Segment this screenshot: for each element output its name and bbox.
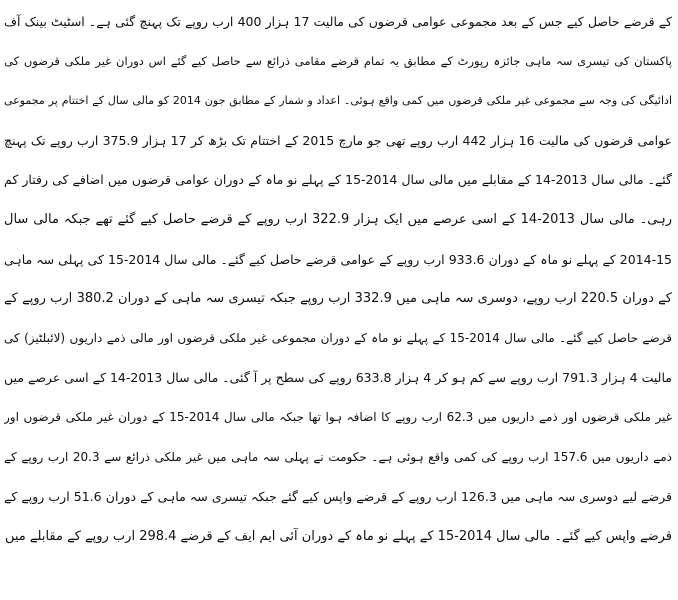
- article-line: کے قرضے حاصل کیے جس کے بعد مجموعی عوامی قرضوں کی مالیت 17 ہزار 400 ارب روپے تک پہنچ گئی ہے۔ اسٹیٹ بینک آف: [4, 14, 672, 29]
- article-line: 2014-15 کے پہلے نو ماہ کے دوران 933.6 ارب روپے کے عوامی قرضے حاصل کیے گئے۔ مالی سال 2014-15 کی پہلی سہ ماہی: [4, 251, 672, 267]
- article-line: ذمے داریوں میں 157.6 ارب روپے کی کمی واقع ہوئی ہے۔ حکومت نے پہلی سہ ماہی میں غیر ملکی ذرائع سے 20.3 ارب روپے کے: [4, 449, 672, 464]
- article-line: قرضے واپس کیے گئے۔ مالی سال 2014-15 کے پہلے نو ماہ کے دوران آئی ایم ایف کے قرضے 298.4 ارب روپے کے مقابلے میں: [4, 528, 672, 544]
- article-line: گئے۔ مالی سال 2013-14 کے مقابلے میں مالی سال 2014-15 کے پہلے نو ماہ کے دوران عوامی قرضوں میں اضافے کی رفتار کم: [4, 172, 672, 188]
- article-line: پاکستان کی تیسری سہ ماہی جائزہ رپورٹ کے مطابق یہ تمام قرضے مقامی ذرائع سے حاصل کیے گئے اس دوران غیر ملکی قرضوں کی: [4, 53, 672, 68]
- article-line: غیر ملکی قرضوں اور ذمے داریوں میں 62.3 ارب روپے کا اضافہ ہوا تھا جبکہ مالی سال 2014-15 کے دوران غیر ملکی قرضوں اور: [4, 409, 672, 424]
- article-line: قرضے حاصل کیے گئے۔ مالی سال 2014-15 کے پہلے نو ماہ کے دوران مجموعی غیر ملکی قرضوں اور مالی ذمے داریوں (لائبلٹیز) کی: [4, 330, 672, 345]
- article-line: کے دوران 220.5 ارب روپے، دوسری سہ ماہی میں 332.9 ارب روپے جبکہ تیسری سہ ماہی کے دوران 380.2 ارب روپے کے: [4, 291, 672, 307]
- article-line: عوامی قرضوں کی مالیت 16 ہزار 442 ارب روپے تھی جو مارچ 2015 کے اختتام تک بڑھ کر 17 ہزار 375.9 ارب روپے تک پہنچ: [4, 132, 672, 148]
- article-body: [4, 2, 672, 556]
- article-line: مالیت 4 ہزار 791.3 ارب روپے سے کم ہو کر 4 ہزار 633.8 روپے کی سطح پر آ گئی۔ مالی سال 2013-14 کے اسی عرصے میں: [4, 370, 672, 386]
- article-line: رہی۔ مالی سال 2013-14 کے اسی عرصے میں ایک ہزار 322.9 ارب روپے کے قرضے حاصل کیے گئے تھے جبکہ مالی سال: [4, 211, 672, 227]
- article-line: قرضے لیے دوسری سہ ماہی میں 126.3 ارب روپے کے قرضے واپس کیے گئے جبکہ تیسری سہ ماہی کے دوران 51.6 ارب روپے کے: [4, 489, 672, 505]
- article-line: ادائیگی کی وجہ سے مجموعی غیر ملکی قرضوں میں کمی واقع ہوئی۔ اعداد و شمار کے مطابق جون 2014 کو مالی سال کے اختتام پر مجموعی: [4, 94, 672, 108]
